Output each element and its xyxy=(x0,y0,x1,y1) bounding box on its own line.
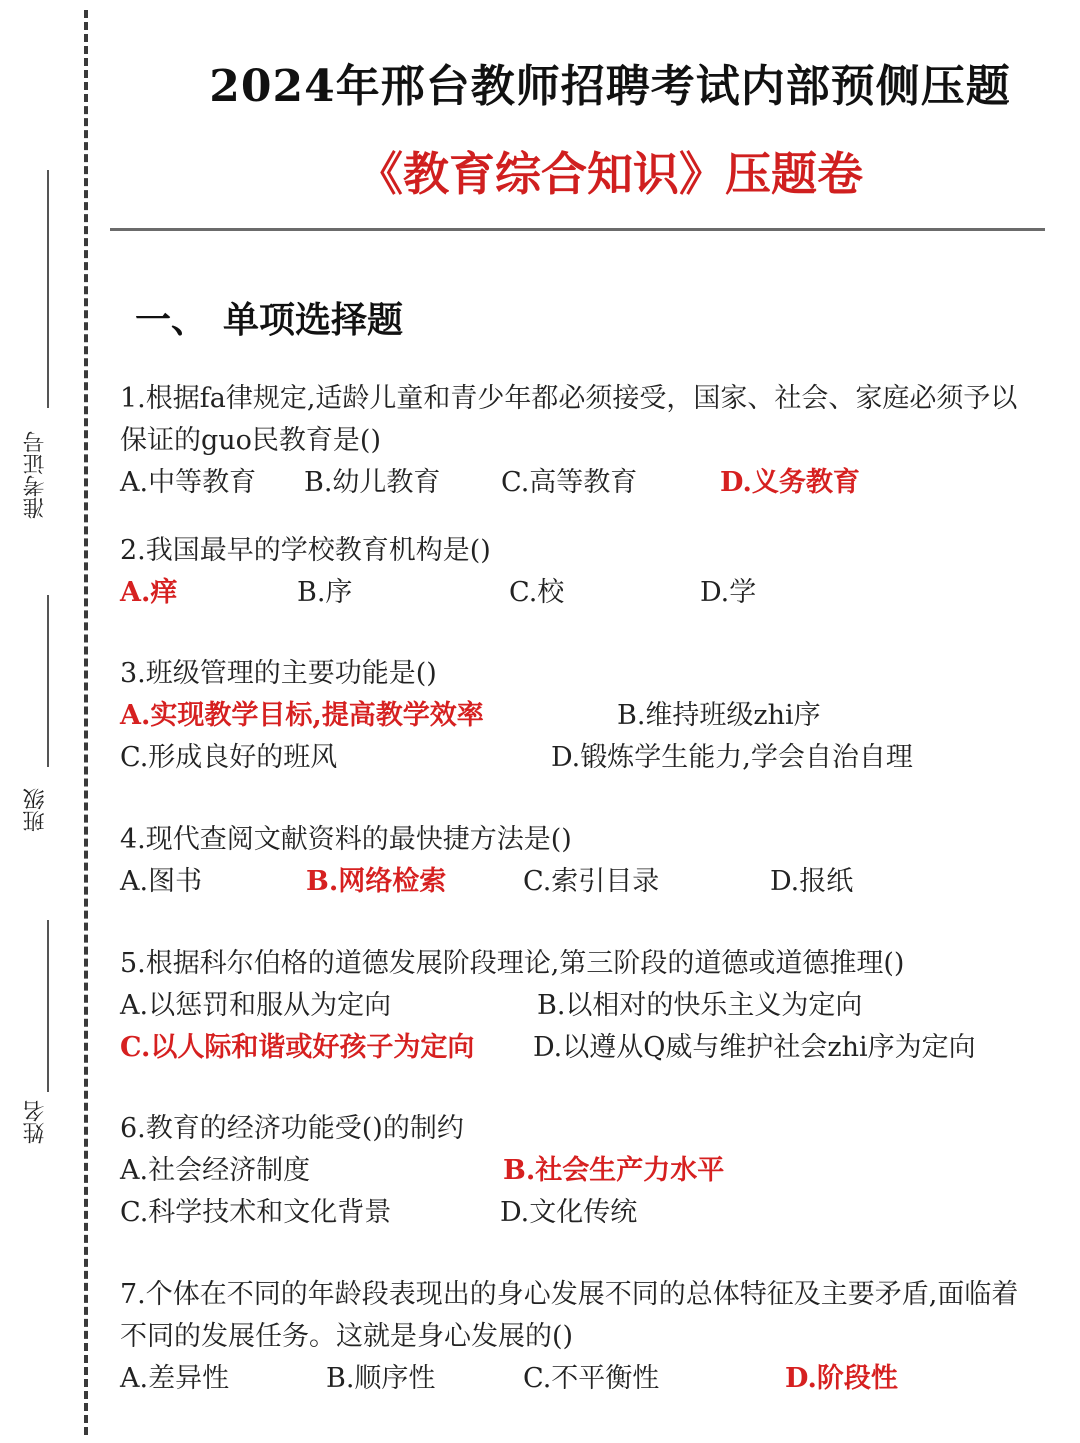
question-stem: 1.根据fa律规定,适龄儿童和青少年都必须接受，国家、社会、家庭必须予以保证的guo民教育是() xyxy=(120,383,1018,456)
options-row xyxy=(120,861,1030,903)
exam-id-label: 准考证号 xyxy=(23,431,48,519)
option-d-answer: D.义务教育 xyxy=(720,467,860,498)
question-stem: 6.教育的经济功能受()的制约 xyxy=(120,1113,464,1144)
option-a: A.中等教育 xyxy=(120,467,257,498)
section-heading xyxy=(135,292,403,343)
class-underline xyxy=(47,595,49,767)
question-4 xyxy=(120,819,1030,903)
option-d: D.以遵从Q威与维护社会zhi序为定向 xyxy=(533,1032,976,1063)
section-number: 一、 xyxy=(135,299,208,341)
exam-id-underline xyxy=(47,170,49,408)
name-underline xyxy=(47,920,49,1092)
question-2 xyxy=(120,530,1030,614)
option-c: C.索引目录 xyxy=(523,866,660,897)
question-stem: 4.现代查阅文献资料的最快捷方法是() xyxy=(120,824,572,855)
options-row xyxy=(120,737,1030,779)
option-c: C.不平衡性 xyxy=(523,1363,660,1394)
option-d: D.文化传统 xyxy=(500,1197,638,1228)
question-stem: 7.个体在不同的年龄段表现出的身心发展不同的总体特征及主要矛盾,面临着不同的发展任务。这就是身心发展的() xyxy=(120,1279,1019,1352)
options-row xyxy=(120,1150,1030,1192)
option-d: D.学 xyxy=(700,577,757,608)
options-row xyxy=(120,985,1030,1027)
option-b-answer: B.网络检索 xyxy=(306,866,447,897)
options-row xyxy=(120,1358,1030,1400)
option-a: A.社会经济制度 xyxy=(120,1155,311,1186)
question-6 xyxy=(120,1108,1030,1234)
option-b-answer: B.社会生产力水平 xyxy=(503,1155,725,1186)
options-row xyxy=(120,695,1030,737)
question-stem: 5.根据科尔伯格的道德发展阶段理论,第三阶段的道德或道德推理() xyxy=(120,948,905,979)
option-b: B.幼儿教育 xyxy=(304,467,441,498)
options-row xyxy=(120,1027,1030,1069)
question-stem: 3.班级管理的主要功能是() xyxy=(120,658,437,689)
option-d-answer: D.阶段性 xyxy=(785,1363,898,1394)
question-3 xyxy=(120,653,1030,779)
option-c: C.形成良好的班风 xyxy=(120,742,338,773)
option-a: A.差异性 xyxy=(120,1363,230,1394)
question-5 xyxy=(120,943,1030,1069)
section-title: 单项选择题 xyxy=(223,299,404,341)
question-stem: 2.我国最早的学校教育机构是() xyxy=(120,535,491,566)
option-b: B.顺序性 xyxy=(326,1363,436,1394)
options-row xyxy=(120,1192,1030,1234)
option-b: B.以相对的快乐主义为定向 xyxy=(537,990,863,1021)
option-c-answer: C.以人际和谐或好孩子为定向 xyxy=(120,1032,475,1063)
option-b: B.序 xyxy=(297,577,353,608)
question-7 xyxy=(120,1274,1030,1400)
option-a: A.以惩罚和服从为定向 xyxy=(120,990,392,1021)
option-c: C.校 xyxy=(509,577,565,608)
option-a-answer: A.痒 xyxy=(120,577,178,608)
option-b: B.维持班级zhi序 xyxy=(617,700,821,731)
paper-subtitle: 《教育综合知识》压题卷 xyxy=(357,147,863,201)
name-label: 姓名 xyxy=(23,1100,48,1144)
binding-dashed-line xyxy=(84,10,88,1435)
option-c: C.科学技术和文化背景 xyxy=(120,1197,392,1228)
option-d: D.锻炼学生能力,学会自治自理 xyxy=(551,742,913,773)
option-a: A.图书 xyxy=(120,866,203,897)
question-1 xyxy=(120,378,1030,504)
header-divider xyxy=(110,228,1045,231)
class-label: 班级 xyxy=(23,788,48,832)
option-d: D.报纸 xyxy=(770,866,854,897)
page-title: 2024年邢台教师招聘考试内部预侧压题 xyxy=(209,61,1011,112)
options-row xyxy=(120,572,1030,614)
option-c: C.高等教育 xyxy=(501,467,638,498)
option-a-answer: A.实现教学目标,提高教学效率 xyxy=(120,700,484,731)
options-row xyxy=(120,462,1030,504)
